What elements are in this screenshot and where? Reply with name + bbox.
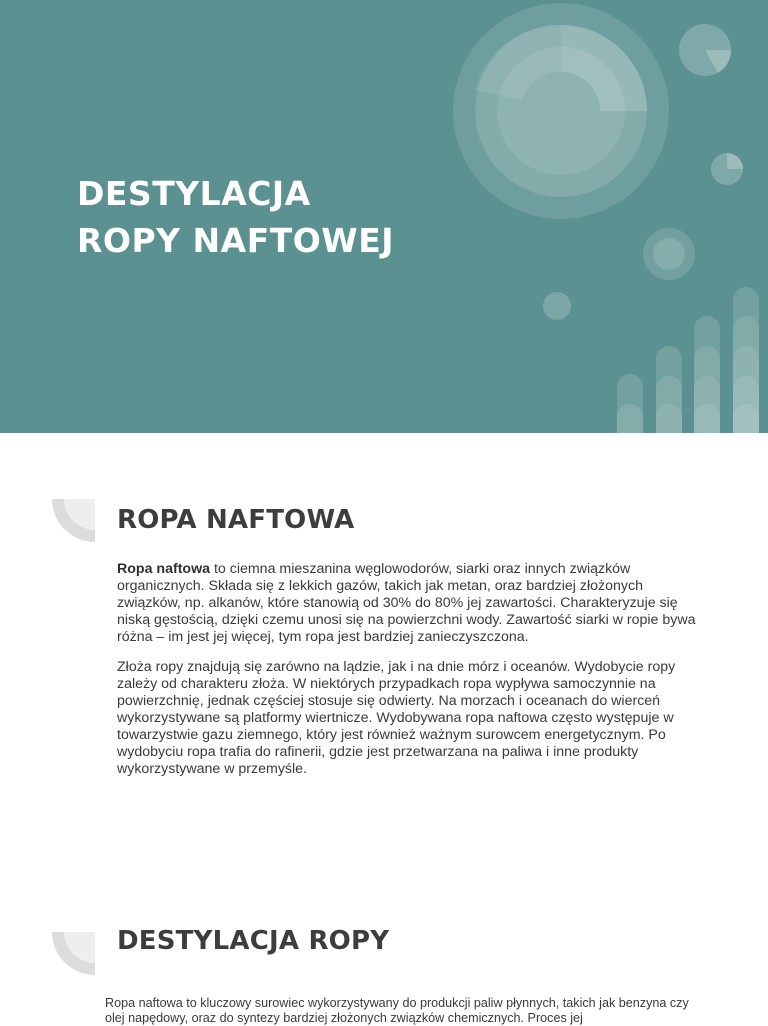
bold-term: Ropa naftowa xyxy=(117,561,211,577)
paragraph-destylacja-intro: Ropa naftowa to kluczowy surowiec wykorzystywany do produkcji paliw płynnych, takich jak benzyna czy olej napędowy, oraz do syntezy bardziej złożonych związków chemicznych. Proces jej xyxy=(105,996,689,1025)
section-heading-destylacja-ropy: DESTYLACJA ROPY xyxy=(117,926,390,956)
dot-icon xyxy=(543,292,571,320)
hero-banner xyxy=(0,0,768,433)
paragraph-text: to ciemna mieszanina węglowodorów, siarki oraz innych związków organicznych. Składa się z lekkich gazów, takich jak metan, oraz bardziej złożonych związków, np. alkanów, które stanowią od 30% do 80% jej zawartości. Charakteryzuje się niską gęstością, dzięki czemu unosi się na powierzchni wody. Zawartość siarki w ropie bywa różna – im jest jej więcej, tym ropa jest bardziej zanieczyszczona. xyxy=(117,561,696,645)
paragraph-ropa-intro xyxy=(117,561,697,646)
section-quarter-circle-icon xyxy=(52,932,96,976)
title-line-1: DESTYLACJA xyxy=(77,174,311,213)
small-pie-icon xyxy=(711,153,743,185)
page-title xyxy=(77,170,394,264)
section-heading-ropa-naftowa: ROPA NAFTOWA xyxy=(117,505,355,535)
ring-icon xyxy=(643,228,695,280)
bar-chart-icon xyxy=(617,287,759,433)
donut-chart-icon xyxy=(453,3,669,219)
pie-chart-icon xyxy=(679,24,731,76)
paragraph-zloza: Złoża ropy znajdują się zarówno na lądzie, jak i na dnie mórz i oceanów. Wydobycie ropy zależy od charakteru złoża. W niektórych przypadkach ropa wypływa samoczynnie na powierzchnię, jednak częściej stosuje się odwierty. Na morzach i oceanach do wierceń wykorzystywane są platformy wiertnicze. Wydobywana ropa naftowa często występuje w towarzystwie gazu ziemnego, który jest również ważnym surowcem energetycznym. Po wydobyciu ropa trafia do rafinerii, gdzie jest przetwarzana na paliwa i inne produkty wykorzystywane w przemyśle. xyxy=(117,659,676,777)
section-quarter-circle-icon xyxy=(52,499,96,543)
title-line-2: ROPY NAFTOWEJ xyxy=(77,221,395,260)
